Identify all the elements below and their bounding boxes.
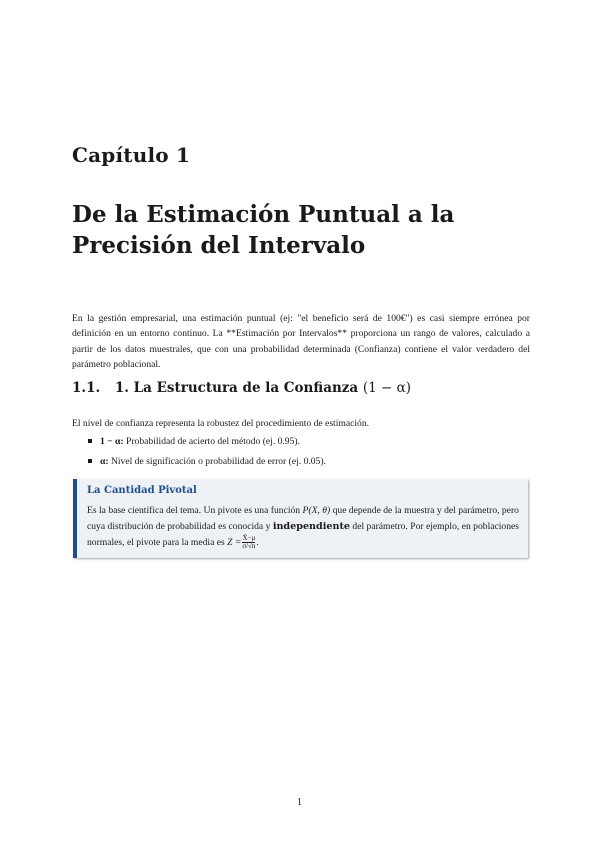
bullet-square-icon <box>88 439 92 443</box>
pivot-fraction <box>242 535 255 550</box>
section-formula: (1 − α) <box>362 380 412 396</box>
box-body <box>87 503 519 551</box>
box-text-end: . <box>256 537 259 548</box>
pivot-function: P(X, θ) <box>302 505 331 516</box>
list-item <box>88 455 528 475</box>
box-title: La Cantidad Pivotal <box>87 485 197 496</box>
bullet-text: Probabilidad de acierto del método (ej. 0.95). <box>123 436 300 447</box>
fraction-numerator: X̄−μ <box>242 534 256 543</box>
section-lead: El nivel de confianza representa la robustez del procedimiento de estimación. <box>72 418 370 429</box>
z-lhs: Z = <box>227 537 242 548</box>
bullet-text: Nivel de significación o probabilidad de error (ej. 0.05). <box>108 456 326 467</box>
box-text-1: Es la base científica del tema. Un pivote es una función <box>87 505 303 516</box>
section-title: 1. La Estructura de la Confianza <box>114 380 359 396</box>
box-strong-word: independiente <box>272 521 350 532</box>
box-text-3: del parámetro. Por ejemplo, en poblaciones normales, el pivote para la media es <box>87 521 519 548</box>
chapter-label: Capítulo 1 <box>72 143 191 167</box>
bullet-list <box>88 435 528 475</box>
section-number: 1.1. <box>72 380 101 396</box>
bullet-term: α: <box>100 456 109 467</box>
fraction-denominator: σ/√n <box>242 542 256 551</box>
box-text-2: que depende de la muestra y del parámetro, pero cuya distribución de probabilidad es conocida y <box>87 505 519 532</box>
definition-box <box>73 479 528 558</box>
section-heading <box>72 380 411 396</box>
intro-paragraph: En la gestión empresarial, una estimación puntual (ej: "el beneficio será de 100€") es casi siempre errónea por definición en un entorno continuo. La **Estimación por Intervalos** proporciona un rango de valores, calculado a partir de los datos muestrales, que con una probabilidad determinada (Confianza) contiene el valor verdadero del parámetro poblacional. <box>72 312 530 371</box>
list-item <box>88 435 528 455</box>
bullet-term: 1 − α: <box>100 436 124 447</box>
chapter-title: De la Estimación Puntual a la Precisión del Intervalo <box>72 201 455 259</box>
bullet-square-icon <box>88 459 92 463</box>
page-number: 1 <box>297 797 302 808</box>
